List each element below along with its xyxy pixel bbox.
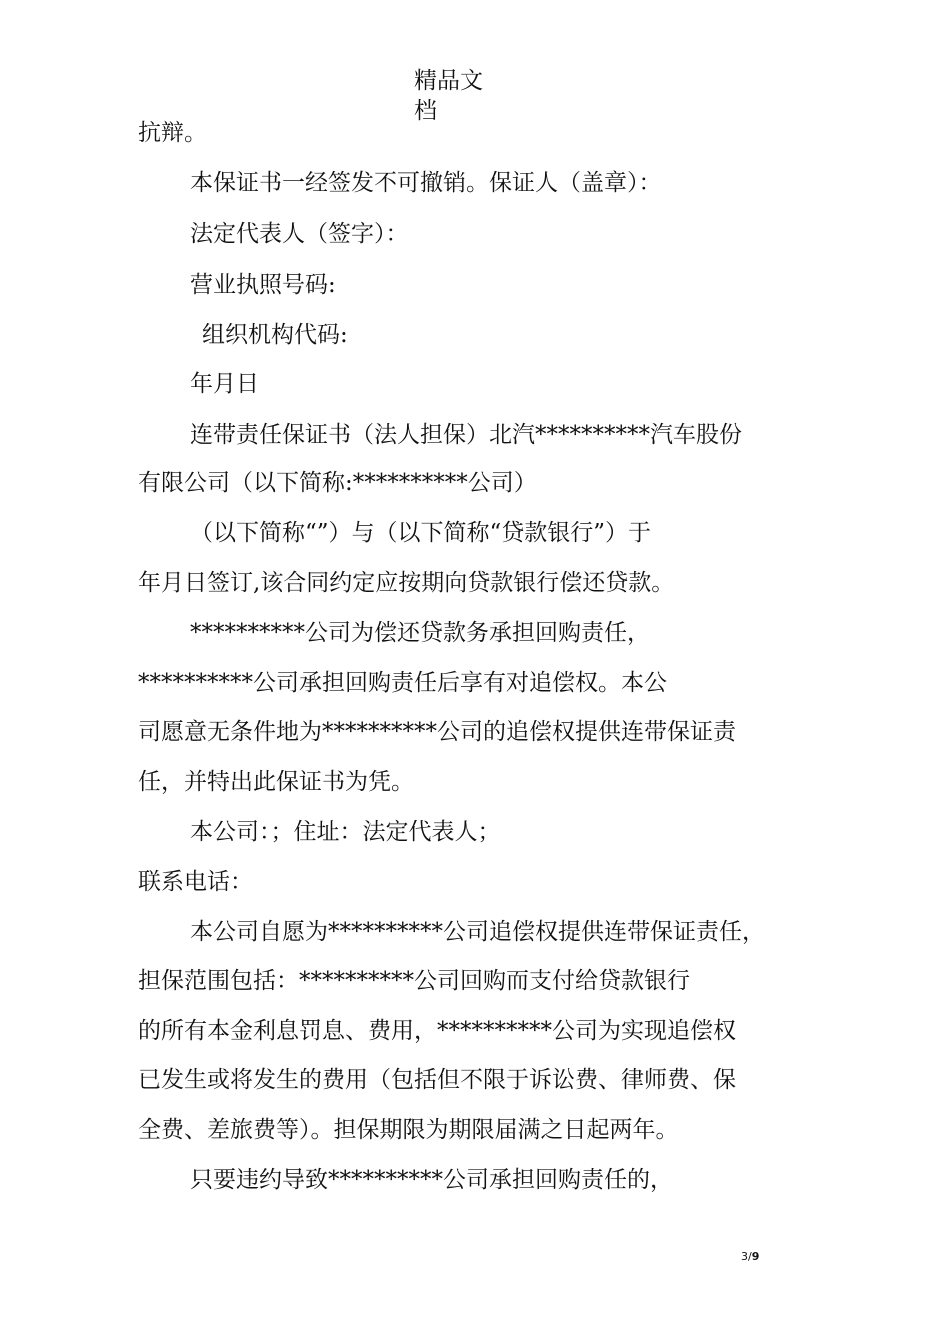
body-line-13: 司愿意无条件地为**********公司的追偿权提供连带保证责 bbox=[138, 719, 736, 745]
body-line-4: 营业执照号码: bbox=[190, 272, 336, 298]
body-line-5: 组织机构代码: bbox=[202, 322, 348, 348]
body-line-2: 本保证书一经签发不可撤销。保证人（盖章）： bbox=[190, 170, 662, 196]
body-line-12: **********公司承担回购责任后享有对追偿权。本公 bbox=[138, 670, 667, 696]
page-header bbox=[414, 66, 524, 126]
body-line-20: 已发生或将发生的费用（包括但不限于诉讼费、律师费、保 bbox=[138, 1067, 736, 1093]
page-number-separator: / bbox=[748, 1250, 752, 1263]
body-line-10: 年月日签订,该合同约定应按期向贷款银行偿还贷款。 bbox=[138, 570, 675, 596]
body-line-1: 抗辩。 bbox=[138, 120, 207, 146]
page-number-current: 3 bbox=[741, 1250, 748, 1263]
body-line-8: 有限公司（以下简称:**********公司） bbox=[138, 470, 537, 496]
body-line-11: **********公司为偿还贷款务承担回购责任， bbox=[190, 620, 650, 646]
header-line-1: 精品文 bbox=[414, 68, 483, 94]
body-line-16: 联系电话： bbox=[138, 869, 253, 895]
body-line-17: 本公司自愿为**********公司追偿权提供连带保证责任， bbox=[190, 919, 765, 945]
body-line-21: 全费、差旅费等）。担保期限为期限届满之日起两年。 bbox=[138, 1117, 679, 1143]
page-number bbox=[741, 1250, 759, 1263]
header-line-2: 档 bbox=[414, 98, 437, 124]
body-line-15: 本公司：；住址：法定代表人； bbox=[190, 819, 501, 845]
body-line-3: 法定代表人（签字）： bbox=[190, 221, 409, 247]
body-line-18: 担保范围包括：**********公司回购而支付给贷款银行 bbox=[138, 968, 690, 994]
body-line-14: 任，并特出此保证书为凭。 bbox=[138, 769, 414, 795]
body-line-7: 连带责任保证书（法人担保）北汽**********汽车股份 bbox=[190, 422, 742, 448]
body-line-22: 只要违约导致**********公司承担回购责任的， bbox=[190, 1167, 673, 1193]
body-line-9: （以下简称“”）与（以下简称“贷款银行”）于 bbox=[190, 520, 652, 546]
body-line-6: 年月日 bbox=[190, 371, 259, 397]
page-number-total: 9 bbox=[751, 1250, 760, 1263]
body-line-19: 的所有本金利息罚息、费用，**********公司为实现追偿权 bbox=[138, 1018, 736, 1044]
